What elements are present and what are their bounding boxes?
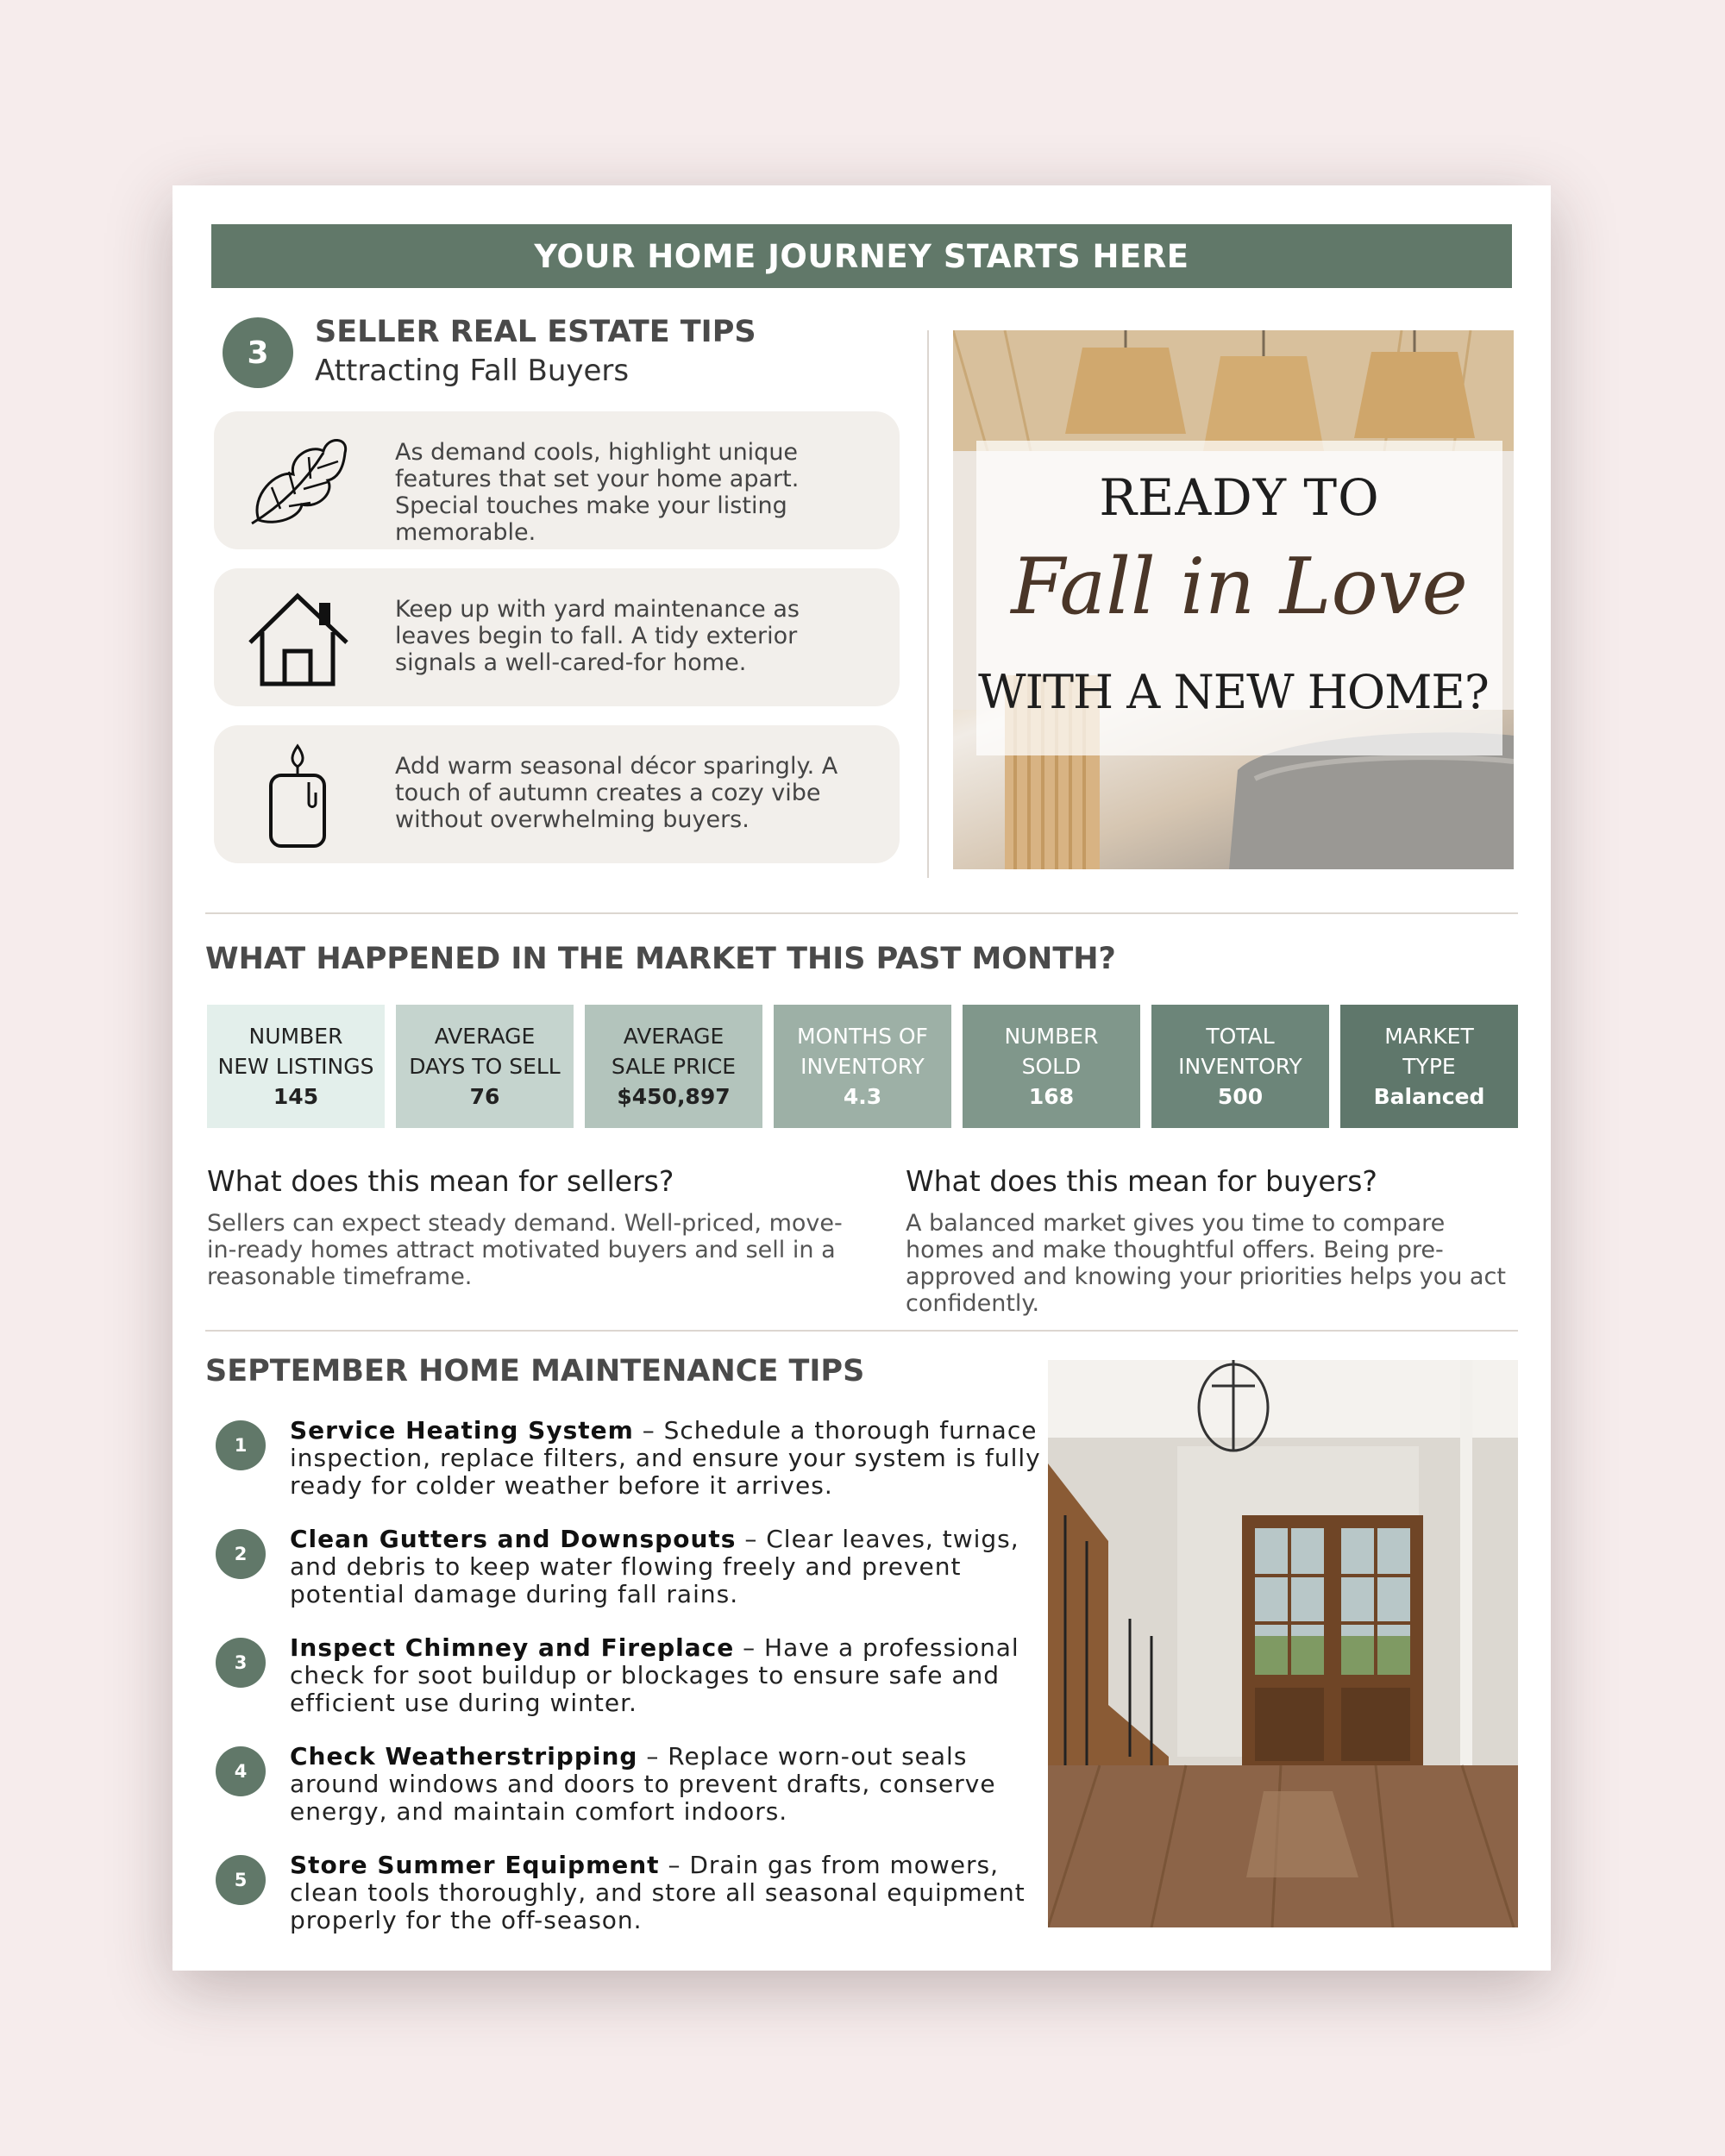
buyers-question: What does this mean for buyers? [906, 1164, 1377, 1198]
house-icon [242, 584, 354, 691]
stat-days-to-sell [396, 1005, 574, 1128]
seller-tip-card [214, 725, 900, 863]
stat-label: TOTAL [1206, 1024, 1275, 1049]
tip-number-badge: 3 [216, 1638, 266, 1688]
stat-sale-price [585, 1005, 762, 1128]
hero-script-line: Fall in Love [1011, 542, 1468, 632]
stat-label: SOLD [1021, 1054, 1082, 1079]
hero-photo [953, 330, 1514, 869]
stat-label: AVERAGE [623, 1024, 724, 1049]
foyer-photo [1048, 1360, 1518, 1927]
market-title: WHAT HAPPENED IN THE MARKET THIS PAST MONTH? [205, 942, 1116, 976]
maintenance-tip [290, 1417, 1049, 1500]
stat-label: TYPE [1402, 1054, 1456, 1079]
section-divider [205, 1330, 1518, 1332]
maintenance-tip [290, 1526, 1049, 1608]
stat-label: NUMBER [1004, 1024, 1099, 1049]
header-banner: YOUR HOME JOURNEY STARTS HERE [211, 224, 1512, 288]
tip-body: – Replace worn-out seals around windows and doors to prevent drafts, conserve energy, and maintain comfort indoors. [290, 1742, 996, 1826]
tip-body: – Clear leaves, twigs, and debris to keep water flowing freely and prevent potential damage during fall rains. [290, 1525, 1019, 1608]
stat-new-listings [207, 1005, 385, 1128]
tip-number-badge: 4 [216, 1746, 266, 1796]
stat-label: NUMBER [248, 1024, 343, 1049]
seller-tip-text: Keep up with yard maintenance as leaves begin to fall. A tidy exterior signals a well-cared-for home. [395, 596, 800, 676]
maintenance-title: SEPTEMBER HOME MAINTENANCE TIPS [205, 1354, 865, 1388]
stat-label: AVERAGE [434, 1024, 536, 1049]
seller-tip-card [214, 568, 900, 706]
seller-tip-text: As demand cools, highlight unique features that set your home apart. Special touches make your listing memorable. [395, 439, 800, 546]
section-divider [205, 912, 1518, 914]
tip-number-badge: 5 [216, 1855, 266, 1905]
stat-market-type [1340, 1005, 1518, 1128]
maintenance-tip [290, 1852, 1049, 1934]
seller-tip-text: Add warm seasonal décor sparingly. A touch of autumn creates a cozy vibe without overwhelming buyers. [395, 753, 838, 833]
stat-label: INVENTORY [1178, 1054, 1302, 1079]
tip-body: – Drain gas from mowers, clean tools thoroughly, and store all seasonal equipment properly for the off-season. [290, 1851, 1026, 1934]
stat-value: 168 [1028, 1084, 1075, 1109]
stat-label: INVENTORY [800, 1054, 925, 1079]
stat-label: NEW LISTINGS [217, 1054, 374, 1079]
tip-heading: Clean Gutters and Downspouts [290, 1525, 737, 1553]
seller-tips-title: SELLER REAL ESTATE TIPS [315, 315, 756, 349]
stat-number-sold [963, 1005, 1140, 1128]
stat-value: 145 [273, 1084, 319, 1109]
seller-tips-subtitle: Attracting Fall Buyers [315, 354, 630, 388]
tip-heading: Check Weatherstripping [290, 1742, 638, 1771]
stat-value: 76 [469, 1084, 500, 1109]
tip-number-badge: 2 [216, 1529, 266, 1579]
stat-label: DAYS TO SELL [409, 1054, 561, 1079]
stat-value: Balanced [1373, 1084, 1485, 1109]
hero-line-1: READY TO [1099, 468, 1380, 527]
tip-heading: Service Heating System [290, 1416, 634, 1445]
sellers-question: What does this mean for sellers? [207, 1164, 674, 1198]
column-divider [927, 330, 929, 878]
sellers-answer: Sellers can expect steady demand. Well-priced, move-in-ready homes attract motivated buyers and sell in a reasonable timeframe. [207, 1210, 843, 1290]
tip-body: – Schedule a thorough furnace inspection, replace filters, and ensure your system is fully ready for colder weather before it arrives. [290, 1416, 1041, 1500]
hero-line-3: WITH A NEW HOME? [978, 665, 1489, 719]
stat-value: $450,897 [617, 1084, 731, 1109]
tip-heading: Inspect Chimney and Fireplace [290, 1633, 735, 1662]
stat-total-inventory [1151, 1005, 1329, 1128]
stat-label: MARKET [1384, 1024, 1474, 1049]
stat-months-inventory [774, 1005, 951, 1128]
buyers-answer: A balanced market gives you time to compare homes and make thoughtful offers. Being pre-approved and knowing your priorities helps you act confidently. [906, 1210, 1506, 1317]
maintenance-tip [290, 1743, 1049, 1826]
leaf-icon [242, 427, 354, 534]
section-number-badge: 3 [223, 317, 293, 388]
stat-value: 500 [1217, 1084, 1264, 1109]
tip-body: – Have a professional check for soot buildup or blockages to ensure safe and efficient use during winter. [290, 1633, 1019, 1717]
maintenance-tip [290, 1634, 1049, 1717]
tip-heading: Store Summer Equipment [290, 1851, 660, 1879]
flyer-page [172, 185, 1551, 1971]
stat-label: MONTHS OF [797, 1024, 928, 1049]
stat-value: 4.3 [843, 1084, 882, 1109]
seller-tip-card [214, 411, 900, 549]
stat-label: SALE PRICE [611, 1054, 737, 1079]
candle-icon [242, 741, 354, 848]
tip-number-badge: 1 [216, 1420, 266, 1470]
